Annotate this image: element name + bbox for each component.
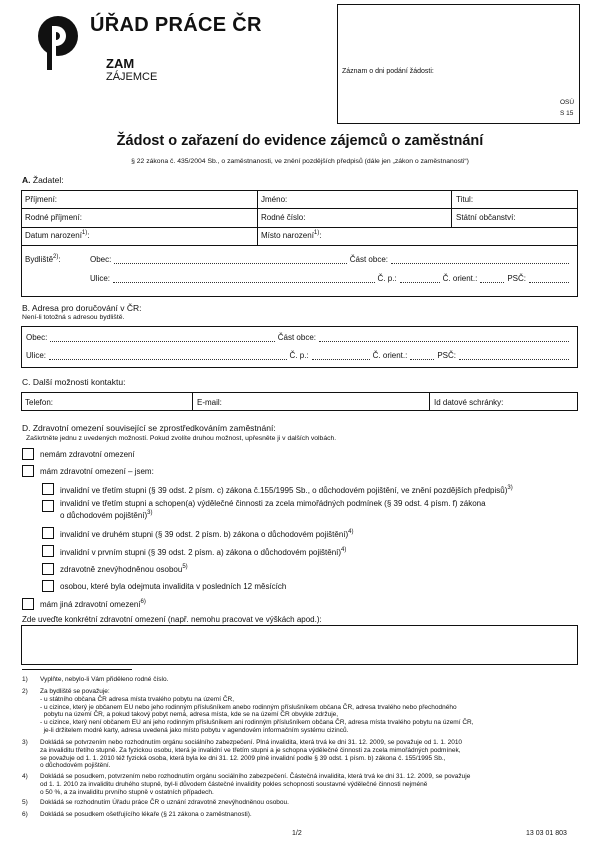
residence-row-1 — [90, 255, 572, 264]
urad-prace-logo — [38, 12, 78, 72]
databox-field[interactable] — [434, 398, 503, 407]
postcode-input[interactable] — [529, 275, 569, 283]
disability-2-label — [60, 530, 354, 539]
email-label: E-mail: — [197, 398, 222, 407]
section-c-heading: C. Další možnosti kontaktu: — [22, 377, 126, 387]
footnote-4-number: 4) — [22, 773, 28, 780]
disability-1-text: invalidní v prvním stupni (§ 39 odst. 2 písm. a) zákona o důchodovém pojištění) — [60, 548, 342, 557]
osu-code: OSÚ — [560, 99, 575, 106]
page-number: 1/2 — [292, 830, 302, 837]
delivery-street-label: Ulice: — [26, 351, 47, 360]
footnote-1-number: 1) — [22, 676, 28, 683]
section-a-letter: A. — [22, 175, 31, 185]
footnote-line: pobytu na území ČR, a pokud takový pobyt nemá, adresa místa, kde se na území ČR obvykle zdržuje, — [40, 711, 339, 719]
footnote-ref: 4) — [341, 547, 347, 553]
delivery-municipality-part-label: Část obce: — [277, 333, 316, 342]
birth-date-label: Datum narození — [25, 231, 82, 240]
degree-field[interactable] — [456, 195, 473, 204]
delivery-postcode-input[interactable] — [459, 352, 569, 360]
birth-number-field[interactable] — [261, 213, 305, 222]
disability-3-text: invalidní ve třetím stupni (§ 39 odst. 2 písm. c) zákona č.155/1995 Sb., o důchodovém pojištění, ve znění pozdějších předpisů) — [60, 486, 508, 495]
municipality-input[interactable] — [114, 256, 346, 264]
office-name: ÚŘAD PRÁCE ČR — [90, 14, 262, 36]
orientation-no-label: Č. orient.: — [442, 274, 478, 283]
delivery-row-2 — [26, 351, 572, 360]
disability-3-special-checkbox[interactable] — [42, 500, 54, 512]
form-number: 13 03 01 803 — [526, 830, 567, 837]
delivery-orientation-no-input[interactable] — [410, 352, 434, 360]
municipality-part-input[interactable] — [391, 256, 569, 264]
birth-place-label: Místo narození — [261, 231, 314, 240]
disadvantaged-checkbox[interactable] — [42, 563, 54, 575]
street-label: Ulice: — [90, 274, 111, 283]
descriptive-no-input[interactable] — [400, 275, 440, 283]
birth-number-label: Rodné číslo: — [261, 213, 306, 222]
disadvantaged-text: zdravotně znevýhodněnou osobou — [60, 565, 183, 574]
delivery-municipality-input[interactable] — [50, 334, 274, 342]
email-field[interactable] — [197, 398, 222, 407]
disability-3-special-label-line1: invalidní ve třetím stupni a schopen(a) výdělečné činnosti za zcela mimořádných podmínek (§ 39 odst. 4 písm. f) zákona — [60, 499, 486, 508]
delivery-street-input[interactable] — [49, 352, 287, 360]
delivery-row-1 — [26, 333, 572, 342]
footnote-ref: 6) — [140, 599, 146, 605]
footnote-6-text — [40, 811, 252, 819]
birth-surname-label: Rodné příjmení: — [25, 213, 82, 222]
footnote-1-text — [40, 676, 168, 684]
footnote-ref: 1) — [313, 230, 320, 236]
phone-field[interactable] — [25, 398, 53, 407]
footnote-5-number: 5) — [22, 799, 28, 806]
section-b-heading: B. Adresa pro doručování v ČR: — [22, 303, 142, 313]
delivery-municipality-label: Obec: — [26, 333, 48, 342]
disability-3-special-label-line2 — [60, 511, 153, 520]
health-detail-textarea[interactable] — [21, 625, 578, 665]
street-input[interactable] — [113, 275, 375, 283]
residence-label: Bydliště$^{2)}$: — [25, 254, 61, 264]
residence-row-2 — [90, 274, 572, 283]
birth-surname-field[interactable] — [25, 213, 82, 222]
footnote-2-text — [40, 688, 474, 735]
disability-2-text: invalidní ve druhém stupni (§ 39 odst. 2 písm. b) zákona o důchodovém pojištění) — [60, 530, 349, 539]
disability-3-label — [60, 486, 513, 495]
submission-note-label: Záznam o dni podání žádosti: — [342, 68, 434, 75]
health-limitation-checkbox[interactable] — [22, 465, 34, 477]
footnote-3-number: 3) — [22, 739, 28, 746]
municipality-label: Obec: — [90, 255, 112, 264]
section-a-title: Žadatel: — [32, 175, 64, 185]
footnote-ref: 4) — [348, 529, 354, 535]
footnote-line: Dokládá se posudkem ošetřujícího lékaře (§ 21 zákona o zaměstnanosti). — [40, 811, 252, 818]
footnote-line: - u cizince, který není občanem EU ani jeho rodinným příslušníkem ani rodinným příslušníkem občana ČR, adresa místa trvalého pobytu na území ČR, — [40, 719, 474, 727]
orientation-no-input[interactable] — [480, 275, 504, 283]
section-a-heading — [22, 175, 64, 185]
degree-label: Titul: — [456, 195, 474, 204]
footnote-5-text — [40, 799, 289, 807]
form-title: Žádost o zařazení do evidence zájemců o zaměstnání — [116, 133, 484, 149]
footnote-separator — [22, 669, 132, 670]
first-name-label: Jméno: — [261, 195, 288, 204]
footnote-line: Dokládá se posudkem, potvrzením nebo rozhodnutím orgánu sociálního zabezpečení. Částečná invalidita, která trvá ke dni 31. 12. 2009, se považuje — [40, 773, 471, 780]
residence-text: Bydliště — [25, 255, 54, 264]
surname-field[interactable] — [25, 195, 57, 204]
footnote-line: o důchodovém pojištění. — [40, 762, 111, 770]
disability-1-label — [60, 548, 346, 557]
form-subtitle: ZÁJEMCE — [106, 71, 158, 83]
form-code: ZAM — [106, 56, 135, 71]
form-legal-basis: § 22 zákona č. 435/2004 Sb., o zaměstnanosti, ve znění pozdějších předpisů (dále jen „zákon o zaměstnanosti“) — [131, 158, 469, 165]
delivery-descriptive-no-input[interactable] — [312, 352, 370, 360]
submission-record-box[interactable] — [337, 4, 580, 124]
footnote-line: Za bydliště se považuje: — [40, 688, 110, 695]
section-d-heading: D. Zdravotní omezení související se zprostředkováním zaměstnání: — [22, 423, 276, 433]
citizenship-label: Státní občanství: — [456, 213, 516, 222]
footnote-line: je-li držitelem modré karty, adresa uvedená jako místo pobytu v agendovém informačním systému cizinců. — [40, 726, 349, 734]
delivery-orientation-no-label: Č. orient.: — [372, 351, 408, 360]
databox-label: Id datové schránky: — [434, 398, 504, 407]
disability-3-checkbox[interactable] — [42, 483, 54, 495]
footnote-line: od 1. 1. 2010 za invaliditu druhého stupně, byl-li důvodem částečné invalidity pokles schopnosti soustavné výdělečné činnosti nejméně — [40, 780, 428, 788]
health-detail-prompt: Zde uveďte konkrétní zdravotní omezení (např. nemohu pracovat ve výškách apod.): — [22, 615, 322, 624]
descriptive-no-label: Č. p.: — [377, 274, 397, 283]
footnote-ref: 3) — [507, 485, 513, 491]
delivery-descriptive-no-label: Č. p.: — [289, 351, 309, 360]
footnote-ref: 3) — [147, 510, 153, 516]
other-limitation-text: mám jiná zdravotní omezení — [40, 600, 141, 609]
s-code: S 15 — [560, 110, 574, 117]
no-health-limitation-label: nemám zdravotní omezení — [40, 450, 135, 459]
footnote-line: se považuje od 1. 1. 2010 též fyzická osoba, která byla ke dni 31. 12. 2009 plně invalidní podle § 39 odst. 1 písm. b) zákona č. 155/1995 Sb., — [40, 754, 446, 762]
municipality-part-label: Část obce: — [349, 255, 388, 264]
delivery-municipality-part-input[interactable] — [319, 334, 569, 342]
other-limitation-checkbox[interactable] — [22, 598, 34, 610]
footnote-6-number: 6) — [22, 811, 28, 818]
birth-place-field[interactable]: Místo narození$^{1)}$: — [261, 230, 322, 240]
footnote-line: Dokládá se potvrzením nebo rozhodnutím orgánu sociálního zabezpečení. Plná invalidita, která trvá ke dni 31. 12. 2009, se považuje od 1. 1. 2010 — [40, 739, 463, 746]
surname-label: Příjmení: — [25, 195, 58, 204]
footnote-ref: 2) — [53, 254, 59, 260]
revoked-disability-checkbox[interactable] — [42, 580, 54, 592]
phone-label: Telefon: — [25, 398, 54, 407]
delivery-postcode-label: PSČ: — [437, 351, 456, 360]
postcode-label: PSČ: — [507, 274, 526, 283]
footnote-3-text — [40, 739, 462, 770]
footnote-line: - u cizince, který je občanem EU nebo jeho rodinným příslušníkem anebo rodinným příslušníkem občana ČR, adresa trvalého nebo přechodného — [40, 703, 457, 711]
footnote-ref: 1) — [81, 230, 88, 236]
health-limitation-label: mám zdravotní omezení – jsem: — [40, 467, 154, 476]
footnote-line: - u státního občana ČR adresa místa trvalého pobytu na území ČR, — [40, 695, 235, 703]
disability-2-checkbox[interactable] — [42, 527, 54, 539]
footnote-ref: 5) — [182, 564, 188, 570]
other-limitation-label — [40, 600, 146, 609]
section-d-instruction: Zaškrtněte jednu z uvedených možností. Pokud zvolíte druhou možnost, upřesněte ji v dalších volbách. — [26, 435, 337, 442]
birth-date-field[interactable]: Datum narození$^{1)}$: — [25, 230, 90, 240]
no-health-limitation-checkbox[interactable] — [22, 448, 34, 460]
footnote-line: o 50 %, a za invaliditu prvního stupně v ostatních případech. — [40, 788, 214, 796]
footnote-4-text — [40, 773, 470, 796]
footnote-line: Vyplňte, nebylo-li Vám přiděleno rodné číslo. — [40, 676, 169, 683]
first-name-field[interactable] — [261, 195, 287, 204]
footnote-2-number: 2) — [22, 688, 28, 695]
disability-1-checkbox[interactable] — [42, 545, 54, 557]
footnote-line: za invaliditu třetího stupně. Za fyzickou osobu, která je invalidní ve třetím stupni a je schopna výdělečné činnosti za zcela mimořádných podmínek, — [40, 746, 461, 754]
section-b-note: Není-li totožná s adresou bydliště. — [22, 314, 125, 321]
citizenship-field[interactable] — [456, 213, 516, 222]
footnote-line: Dokládá se rozhodnutím Úřadu práce ČR o uznání zdravotně znevýhodněnou osobou. — [40, 799, 289, 806]
disadvantaged-label — [60, 565, 188, 574]
revoked-disability-label: osobou, které byla odejmuta invalidita v posledních 12 měsících — [60, 582, 287, 591]
disability-3-special-text: o důchodovém pojištění) — [60, 511, 148, 520]
